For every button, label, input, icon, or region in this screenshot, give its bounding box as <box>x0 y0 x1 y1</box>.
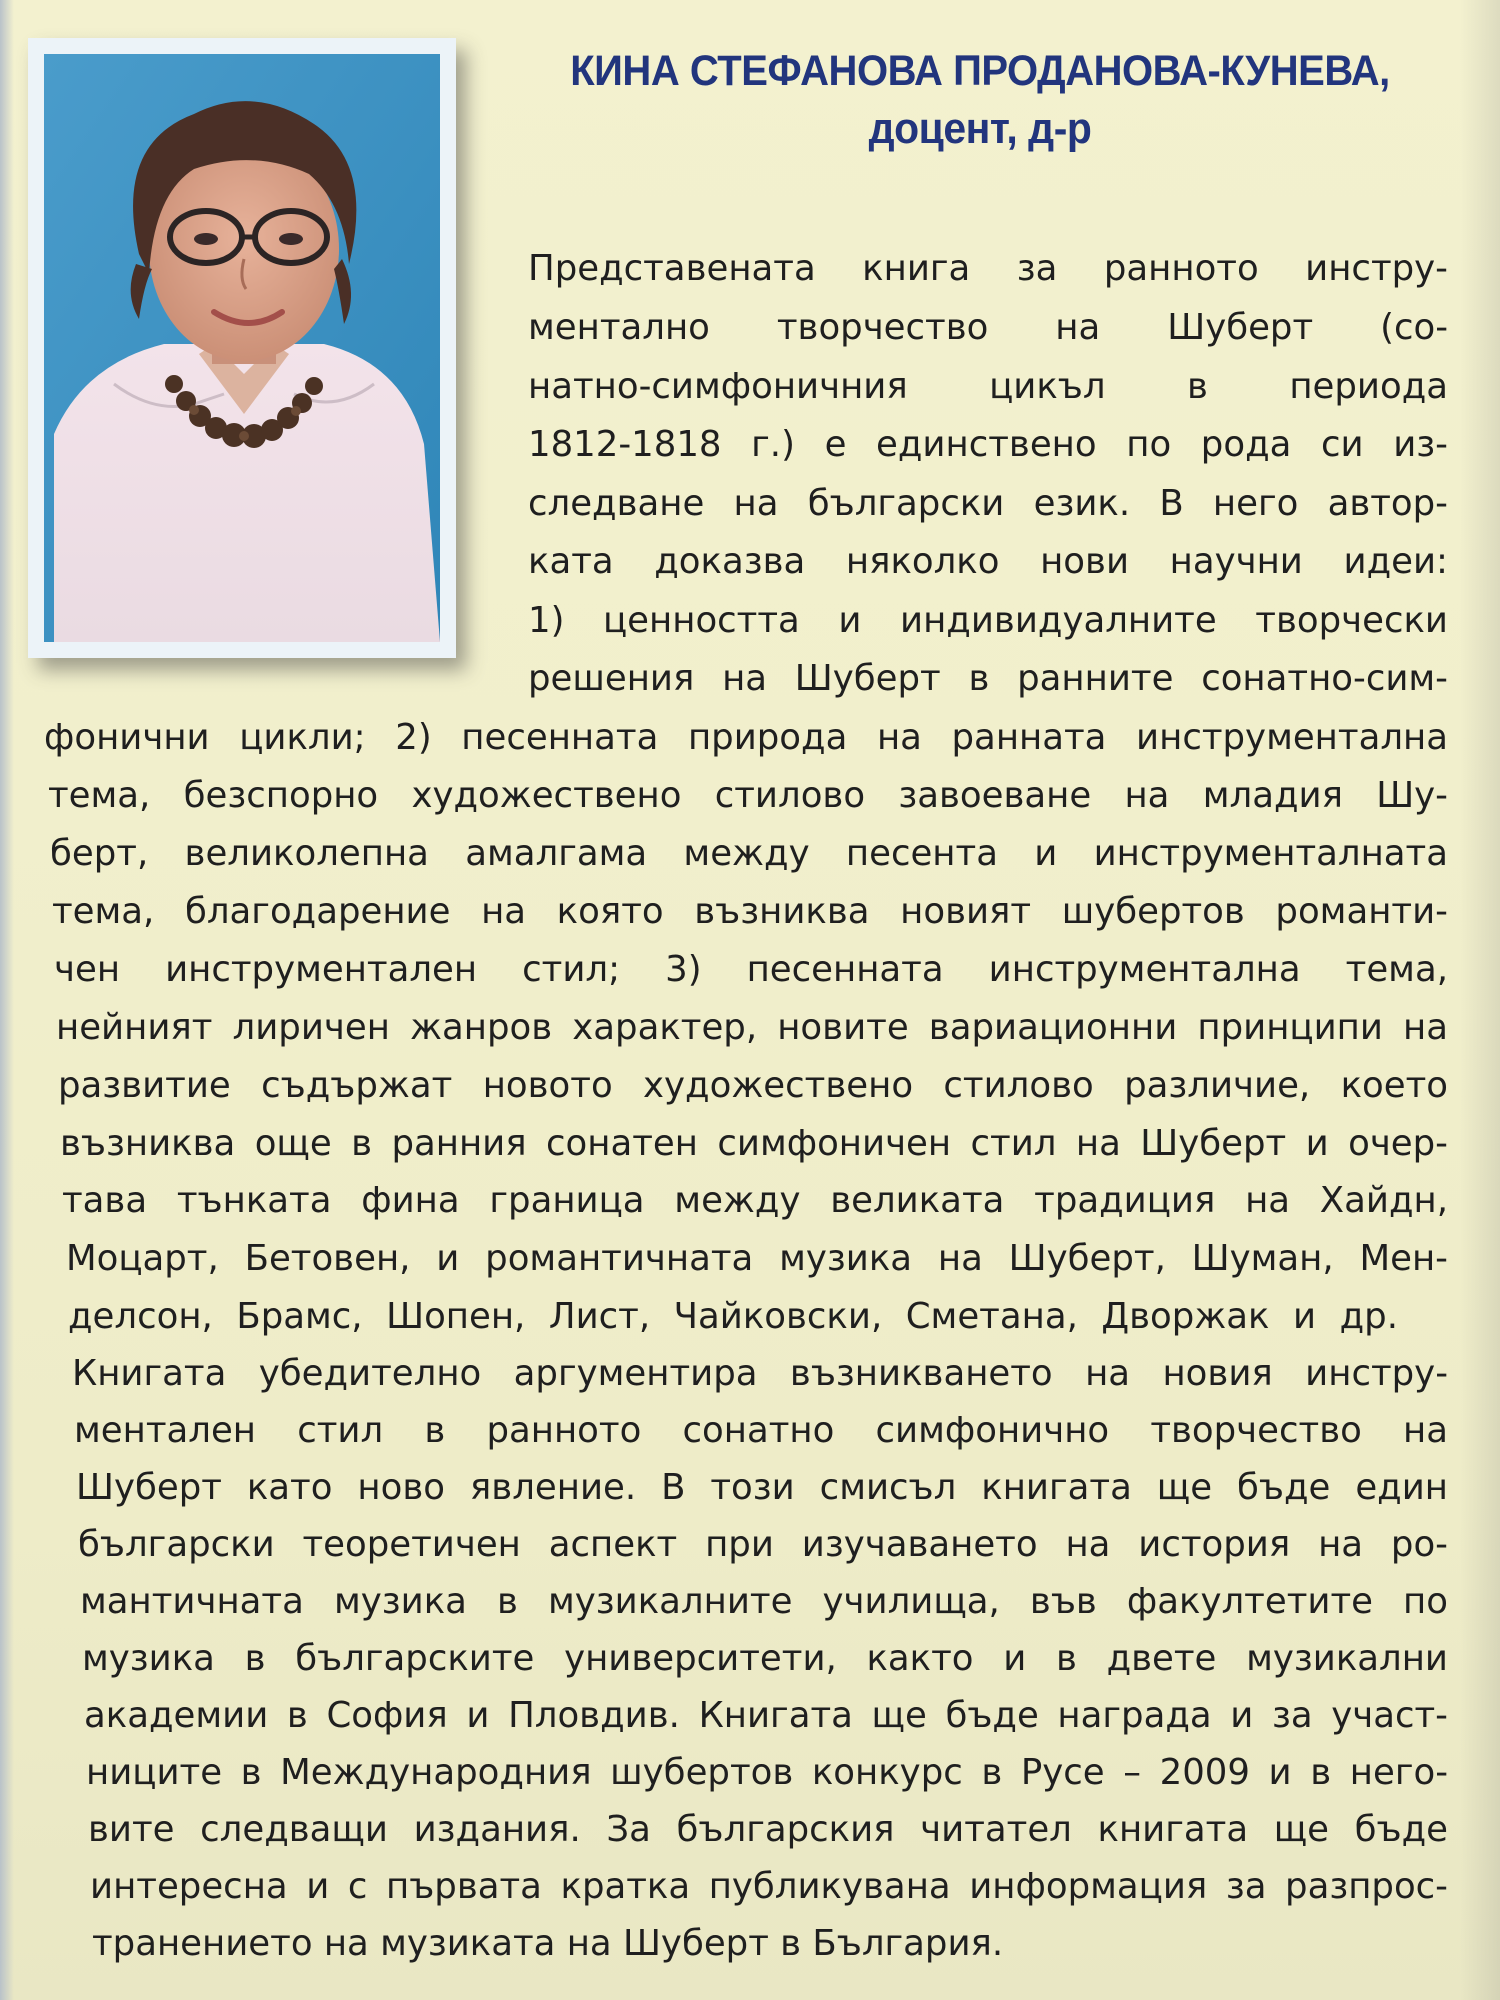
text-line: Книгата убедително аргументира възникването на новия инстру- <box>72 1353 1448 1394</box>
author-degree: доцент, д-р <box>868 104 1092 153</box>
text-line: нейният лиричен жанров характер, новите вариационни принципи на <box>56 1007 1448 1048</box>
text-line: тема, безспорно художествено стилово завоеване на младия Шу- <box>48 775 1448 816</box>
text-line: академии в София и Пловдив. Книгата ще бъде награда и за участ- <box>84 1695 1448 1736</box>
text-line: развитие съдържат новото художествено стилово различие, което <box>58 1065 1448 1106</box>
text-line: 1) ценността и индивидуалните творчески <box>528 600 1448 641</box>
text-line: тема, благодарение на която възниква новият шубертов романти- <box>52 891 1448 932</box>
text-line: ментално творчество на Шуберт (со- <box>528 307 1448 348</box>
text-line: 1812-1818 г.) е единствено по рода си из- <box>528 424 1448 465</box>
text-line: български теоретичен аспект при изучаването на история на ро- <box>78 1524 1448 1565</box>
text-line: натно-симфоничния цикъл в периода <box>528 366 1448 407</box>
text-line: следване на български език. В него автор- <box>528 483 1448 524</box>
text-line: мантичната музика в музикалните училища, във факултетите по <box>80 1581 1448 1622</box>
text-line: ментален стил в ранното сонатно симфонично творчество на <box>74 1410 1448 1451</box>
text-line: музика в българските университети, както и в двете музикални <box>82 1638 1448 1679</box>
text-line: Шуберт като ново явление. В този смисъл книгата ще бъде един <box>76 1467 1448 1508</box>
text-line: фонични цикли; 2) песенната природа на ранната инструментална <box>44 717 1448 758</box>
text-line: транението на музиката на Шуберт в България. <box>92 1923 1004 1964</box>
text-line: вите следващи издания. За българския читател книгата ще бъде <box>88 1809 1448 1850</box>
text-line: решения на Шуберт в ранните сонатно-сим- <box>528 658 1448 699</box>
text-line: ниците в Международния шубертов конкурс в Русе – 2009 и в него- <box>86 1752 1448 1793</box>
text-line: Моцарт, Бетовен, и романтичната музика на Шуберт, Шуман, Мен- <box>66 1238 1448 1279</box>
text-line: чен инструментален стил; 3) песенната инструментална тема, <box>54 949 1448 990</box>
text-line: възниква още в ранния сонатен симфоничен стил на Шуберт и очер- <box>60 1123 1448 1164</box>
text-line: ката доказва няколко нови научни идеи: <box>528 541 1448 582</box>
text-line: тава тънката фина граница между великата традиция на Хайдн, <box>62 1180 1448 1221</box>
text-line: берт, великолепна амалгама между песента и инструменталната <box>50 833 1448 874</box>
text-line: интересна и с първата кратка публикувана информация за разпрос- <box>90 1866 1448 1907</box>
text-line: Представената книга за ранното инстру- <box>528 248 1448 289</box>
author-name: КИНА СТЕФАНОВА ПРОДАНОВА-КУНЕВА, <box>570 47 1390 95</box>
text-line: делсон, Брамс, Шопен, Лист, Чайковски, Сметана, Дворжак и др. <box>68 1296 1398 1337</box>
